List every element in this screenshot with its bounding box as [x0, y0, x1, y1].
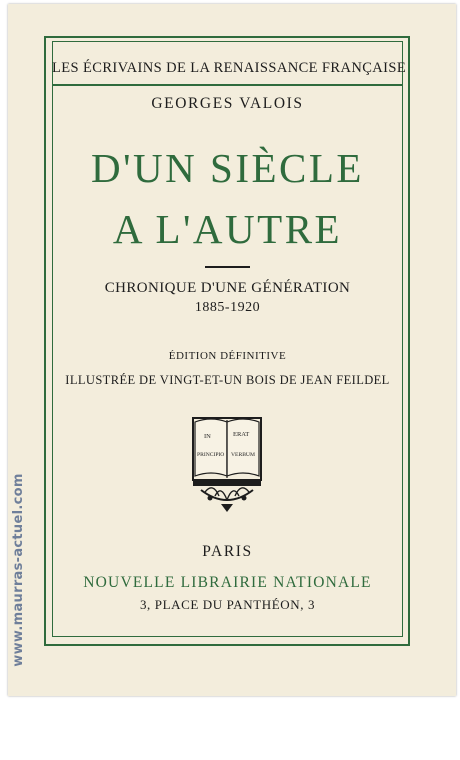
emblem-word-erat: ERAT: [233, 431, 250, 438]
publisher-address: 3, PLACE DU PANTHÉON, 3: [139, 597, 316, 612]
illustration-credit: ILLUSTRÉE DE VINGT-ET-UN BOIS DE JEAN FEILDEL: [65, 373, 390, 387]
date-range: 1885-1920: [194, 300, 261, 315]
emblem-word-principio: PRINCIPIO: [197, 452, 225, 458]
emblem-word-in: IN: [204, 433, 211, 440]
book-title-line1: D'UN SIÈCLE: [91, 145, 364, 191]
emblem-word-verbum: VERBUM: [231, 452, 255, 458]
book-title-line2: A L'AUTRE: [112, 206, 343, 252]
publisher-name: NOUVELLE LIBRAIRIE NATIONALE: [83, 574, 372, 591]
book-subtitle: CHRONIQUE D'UNE GÉNÉRATION: [104, 280, 351, 296]
publication-place: PARIS: [202, 543, 253, 560]
open-book-emblem-icon: [187, 412, 267, 522]
series-divider: [52, 84, 403, 86]
series-title: LES ÉCRIVAINS DE LA RENAISSANCE FRANÇAISE: [52, 60, 407, 76]
edition-label: ÉDITION DÉFINITIVE: [168, 350, 287, 362]
author-name: GEORGES VALOIS: [151, 95, 304, 112]
watermark-url: www.maurras-actuel.com: [11, 473, 26, 667]
title-divider: [205, 266, 250, 268]
